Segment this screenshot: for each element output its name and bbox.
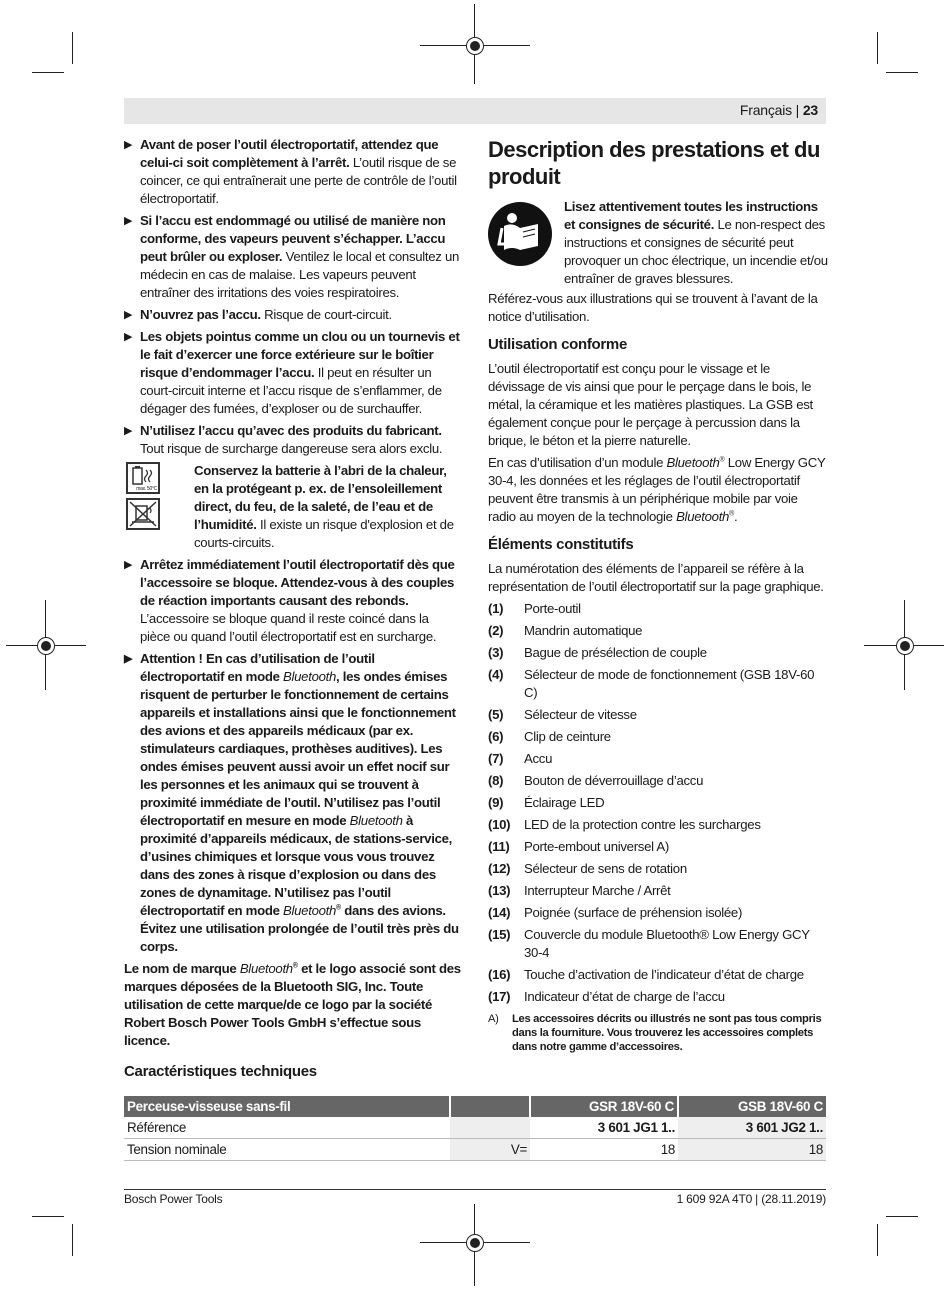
battery-storage-warning: [124, 462, 462, 552]
footer-doc-number: 1 609 92A 4T0 | (28.11.2019): [676, 1192, 826, 1206]
header-language: Français: [739, 102, 792, 118]
component-number: (7): [488, 751, 504, 766]
list-item: [488, 966, 828, 984]
bluetooth-term: Bluetooth: [283, 669, 337, 684]
trademark-notice: [124, 960, 462, 1050]
component-label: Poignée (surface de préhension isolée): [524, 905, 743, 920]
crop-mark: [886, 1216, 918, 1217]
list-item: [488, 666, 828, 702]
usage-text: En cas d’utilisation d’un module: [488, 455, 667, 470]
bullet-triangle-icon: ▶: [124, 139, 133, 151]
crop-mark: [32, 1216, 64, 1217]
specs-title: Caractéristiques techniques: [124, 1063, 317, 1080]
footer-divider: [124, 1189, 826, 1190]
bullet-text: L’accessoire se bloque quand il reste coincé dans la pièce ou quand l’outil électroportatif est en surcharge.: [140, 611, 437, 644]
specs-table: [124, 1096, 826, 1161]
registration-mark-icon: [37, 637, 55, 655]
list-item: [488, 750, 828, 768]
component-label: Porte-outil: [524, 601, 581, 616]
list-item: [488, 622, 828, 640]
bullet-triangle-icon: ▶: [124, 309, 133, 321]
battery-warning-text: Il existe un risque d'explosion et de courts-circuits.: [194, 517, 454, 550]
safety-bullet: [124, 136, 462, 208]
safety-bullet: [124, 422, 462, 458]
bullet-triangle-icon: ▶: [124, 331, 133, 343]
illustrations-reference: Référez-vous aux illustrations qui se trouvent à l’avant de la notice d’utilisation.: [488, 291, 818, 324]
safety-bullet: [124, 556, 462, 646]
crop-mark: [877, 1224, 878, 1256]
component-label: Clip de ceinture: [524, 729, 611, 744]
spec-value: 18: [678, 1139, 826, 1161]
footnote-label: A): [488, 1013, 499, 1025]
component-label: Mandrin automatique: [524, 623, 643, 638]
bluetooth-term: Bluetooth: [349, 813, 403, 828]
component-number: (15): [488, 927, 511, 942]
right-column: [488, 136, 828, 1054]
list-item: [488, 728, 828, 746]
component-number: (8): [488, 773, 504, 788]
warning-icons: [126, 462, 162, 534]
registered-mark: ®: [292, 962, 298, 970]
bluetooth-warning-text: à proximité d’appareils médicaux, de stations-service, d’usines chimiques et lorsque vous vous trouvez dans des zones à risque d’explosion ou dans des zones de dynamitage. N’utilisez pas l’outil électroportatif en mode: [140, 813, 453, 918]
heat-warning-label: max. 50°C: [136, 486, 157, 492]
bullet-text: Il peut en résulter un court-circuit interne et l’accu risque de s’enflammer, de dégager des fumées, d’exploser ou de surchauffer.: [140, 365, 442, 416]
read-instructions-text: Le non-respect des instructions et consignes de sécurité peut provoquer un choc électrique, un incendie et/ou entraîner de graves blessures.: [564, 217, 828, 286]
usage-heading: Utilisation conforme: [488, 336, 628, 353]
component-label: Bague de présélection de couple: [524, 645, 707, 660]
components-heading: Éléments constitutifs: [488, 536, 634, 553]
spec-unit: [450, 1117, 530, 1139]
list-item: [488, 816, 828, 834]
crop-mark: [72, 1224, 73, 1256]
component-label: LED de la protection contre les surcharges: [524, 817, 761, 832]
component-number: (6): [488, 729, 504, 744]
bluetooth-warning-text: Attention ! En cas d’utilisation de l’outil électroportatif en mode: [140, 651, 375, 684]
page-number: 23: [802, 102, 818, 118]
page-header: Français | 23: [739, 102, 818, 118]
read-instructions-block: [488, 198, 828, 288]
trademark-text: Le nom de marque: [124, 961, 240, 976]
bullet-triangle-icon: ▶: [124, 215, 133, 227]
registration-mark-icon: [466, 1234, 484, 1252]
component-label: Sélecteur de vitesse: [524, 707, 637, 722]
specs-header-cell: GSR 18V-60 C: [530, 1096, 678, 1117]
footnote-text: Les accessoires décrits ou illustrés ne sont pas tous compris dans la fourniture. Vous trouverez les accessoires complets dans notre gamme d’accessoires.: [512, 1013, 822, 1053]
list-item: [488, 600, 828, 618]
component-label: Accu: [524, 751, 553, 766]
component-number: (9): [488, 795, 504, 810]
component-number: (13): [488, 883, 511, 898]
bullet-bold: Si l’accu est endommagé ou utilisé de manière non conforme, des vapeurs peuvent s’échapper. L’accu peut brûler ou exploser.: [140, 213, 446, 264]
component-number: (11): [488, 839, 510, 854]
read-manual-icon: [488, 202, 552, 266]
list-item: [488, 904, 828, 922]
bullet-triangle-icon: ▶: [124, 559, 133, 571]
bullet-bold: Les objets pointus comme un clou ou un tournevis et le fait d’exercer une force extérieure sur le boîtier risque d’endommager l’accu.: [140, 329, 460, 380]
usage-text: .: [733, 509, 738, 524]
spec-value: 3 601 JG2 1..: [678, 1117, 826, 1139]
registration-mark-icon: [466, 37, 484, 55]
component-label: Indicateur d’état de charge de l’accu: [524, 989, 725, 1004]
component-label: Bouton de déverrouillage d’accu: [524, 773, 704, 788]
components-footnote: [488, 1012, 828, 1054]
component-label: Porte-embout universel A): [524, 839, 669, 854]
component-number: (14): [488, 905, 511, 920]
crop-mark: [877, 32, 878, 64]
read-instructions-bold: Lisez attentivement toutes les instructions et consignes de sécurité.: [564, 199, 818, 232]
list-item: [488, 988, 828, 1006]
bullet-text: L’outil risque de se coincer, ce qui entraînerait une perte de contrôle de l’outil électroportatif.: [140, 155, 457, 206]
list-item: [488, 860, 828, 878]
registration-mark-icon: [896, 637, 914, 655]
safety-bullet: [124, 328, 462, 418]
bluetooth-warning-bullet: [124, 650, 462, 956]
safety-bullet: [124, 306, 462, 324]
component-label: Sélecteur de sens de rotation: [524, 861, 687, 876]
bullet-bold: N’utilisez l’accu qu’avec des produits du fabricant.: [140, 423, 442, 438]
list-item: [488, 706, 828, 724]
components-list: [488, 600, 828, 1006]
section-title: Description des prestations et du produit: [488, 137, 820, 189]
bullet-bold: Avant de poser l’outil électroportatif, attendez que celui-ci soit complètement à l’arrêt.: [140, 137, 439, 170]
list-item: [488, 772, 828, 790]
component-number: (2): [488, 623, 504, 638]
spec-value: 18: [530, 1139, 678, 1161]
usage-paragraph: L’outil électroportatif est conçu pour le vissage et le dévissage de vis ainsi que pour le perçage dans le bois, le métal, la céramique et les matières plastiques. La GSB est également conçue pour le perçage à percussion dans la brique, le béton et la pierre naturelle.: [488, 361, 813, 448]
specs-header-cell: GSB 18V-60 C: [678, 1096, 826, 1117]
crop-mark: [886, 72, 918, 73]
footer-brand: Bosch Power Tools: [124, 1192, 223, 1206]
crop-mark: [72, 32, 73, 64]
bullet-bold: Arrêtez immédiatement l’outil électroportatif dès que l’accessoire se bloque. Attendez-vous à des couples de réaction importants causant des rebonds.: [140, 557, 455, 608]
bullet-bold: N’ouvrez pas l’accu.: [140, 307, 261, 322]
component-label: Sélecteur de mode de fonctionnement (GSB 18V-60 C): [524, 667, 815, 700]
battery-warning-bold: Conservez la batterie à l’abri de la chaleur, en la protégeant p. ex. de l’ensoleillement direct, du feu, de la saleté, de l’eau et de l’humidité.: [194, 463, 447, 532]
component-label: Éclairage LED: [524, 795, 605, 810]
spec-label: Référence: [124, 1117, 450, 1139]
usage-bluetooth-paragraph: [488, 454, 828, 526]
specs-header-cell: [450, 1096, 530, 1117]
component-number: (10): [488, 817, 511, 832]
trademark-text: et le logo associé sont des marques déposées de la Bluetooth SIG, Inc. Toute utilisation de cette marque/de ce logo par la société Robert Bosch Power Tools GmbH s’effectue sous licence.: [124, 961, 461, 1048]
bullet-triangle-icon: ▶: [124, 653, 133, 665]
component-label: Couvercle du module Bluetooth® Low Energy GCY 30-4: [524, 927, 810, 960]
bullet-triangle-icon: ▶: [124, 425, 133, 437]
list-item: [488, 926, 828, 962]
safety-bullet: [124, 212, 462, 302]
specs-header-cell: Perceuse-visseuse sans-fil: [124, 1096, 450, 1117]
component-number: (1): [488, 601, 504, 616]
bullet-text: Ventilez le local et consultez un médecin en cas de malaise. Les vapeurs peuvent entraîner des irritations des voies respiratoires.: [140, 249, 460, 300]
component-number: (4): [488, 667, 504, 682]
list-item: [488, 882, 828, 900]
spec-value: 3 601 JG1 1..: [530, 1117, 678, 1139]
component-number: (5): [488, 707, 504, 722]
components-intro: La numérotation des éléments de l’appareil se réfère à la représentation de l’outil électroportatif sur la page graphique.: [488, 561, 824, 594]
registered-mark: ®: [336, 904, 341, 912]
spec-unit: V=: [450, 1139, 530, 1161]
list-item: [488, 838, 828, 856]
bullet-text: Tout risque de surcharge dangereuse sera alors exclu.: [140, 441, 443, 456]
component-number: (3): [488, 645, 504, 660]
bluetooth-term: Bluetooth: [676, 509, 730, 524]
registered-mark: ®: [729, 510, 734, 518]
component-number: (17): [488, 989, 511, 1004]
component-number: (16): [488, 967, 511, 982]
bluetooth-term: Bluetooth: [283, 903, 337, 918]
heat-warning-icon: [126, 462, 160, 494]
crop-mark: [32, 72, 64, 73]
table-row: [124, 1139, 826, 1161]
spec-label: Tension nominale: [124, 1139, 450, 1161]
bluetooth-warning-text: dans des avions. Évitez une utilisation prolongée de l’outil très près du corps.: [140, 903, 459, 954]
component-number: (12): [488, 861, 511, 876]
header-band: [124, 98, 826, 124]
bluetooth-warning-text: , les ondes émises risquent de perturber le fonctionnement de certains appareils et installations ainsi que le fonctionnement des avions et des appareils médicaux (par ex. stimulateurs cardiaques, prothèses auditives). Les ondes émises peuvent aussi avoir un effet nocif sur les personnes et les animaux qui se trouvent à proximité immédiate de l’outil. N’utilisez pas l’outil électroportatif en mesure en mode: [140, 669, 456, 828]
bluetooth-term: Bluetooth: [239, 961, 293, 976]
registered-mark: ®: [719, 456, 725, 464]
table-row: [124, 1117, 826, 1139]
list-item: [488, 794, 828, 812]
no-water-fire-icon: [126, 498, 160, 530]
list-item: [488, 644, 828, 662]
specs-header-row: [124, 1096, 826, 1117]
component-label: Interrupteur Marche / Arrêt: [524, 883, 671, 898]
component-label: Touche d’activation de l’indicateur d’état de charge: [524, 967, 804, 982]
bullet-text: Risque de court-circuit.: [260, 307, 392, 322]
left-column: [124, 136, 462, 1054]
usage-text: Low Energy GCY 30-4, les données et les réglages de l’outil électroportatif peuvent être transmis à un périphérique mobile par voie radio au moyen de la technologie: [488, 455, 826, 524]
bluetooth-term: Bluetooth: [666, 455, 720, 470]
